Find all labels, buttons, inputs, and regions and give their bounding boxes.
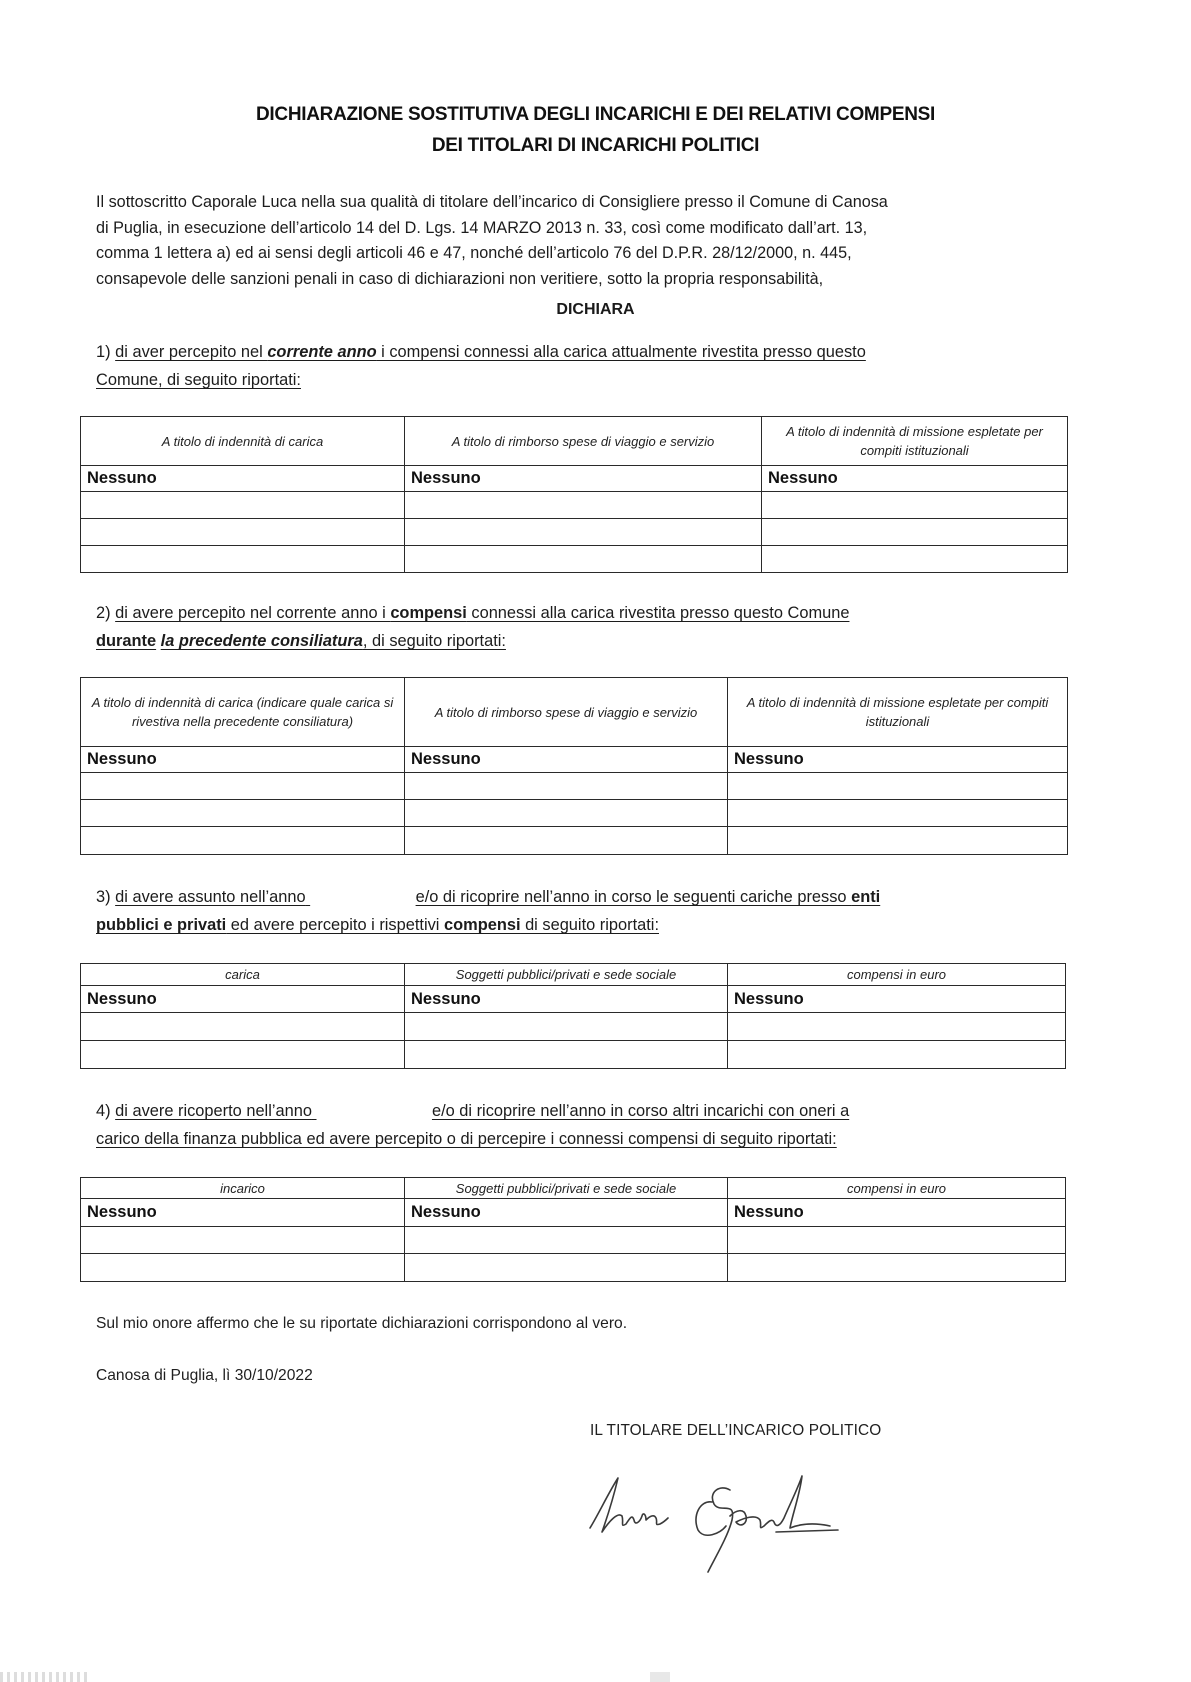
table-cell[interactable]: [81, 519, 405, 546]
section-2-part-f: , di seguito riportati:: [362, 632, 506, 650]
table-cell[interactable]: Nessuno: [81, 1199, 405, 1227]
section-1-emphasis: corrente anno: [267, 343, 377, 361]
table-cell[interactable]: Nessuno: [405, 466, 762, 492]
intro-line-2: di Puglia, in esecuzione dell’articolo 14 del D. Lgs. 14 MARZO 2013 n. 33, così come modificato dall’art. 13,: [96, 218, 868, 237]
table-cell[interactable]: [81, 827, 405, 855]
table-cell[interactable]: Nessuno: [728, 747, 1068, 773]
table-header-row: [81, 964, 1066, 986]
header-cell: compensi in euro: [728, 964, 1066, 986]
year-blank-field[interactable]: [306, 883, 416, 911]
table-cell[interactable]: [405, 800, 728, 827]
table-row: [81, 1254, 1066, 1282]
section-1-number: 1): [96, 343, 111, 361]
header-cell: carica: [81, 964, 405, 986]
table-cell[interactable]: [762, 519, 1068, 546]
scan-artifact: [650, 1672, 670, 1682]
header-cell: A titolo di indennità di missione espletate per compiti istituzionali: [728, 678, 1068, 747]
affirmation-text: Sul mio onore affermo che le su riportate dichiarazioni corrispondono al vero.: [96, 1315, 628, 1332]
section-3-number: 3): [96, 888, 111, 906]
signature-image: [580, 1460, 920, 1580]
table-cell[interactable]: [81, 1041, 405, 1069]
section-2-part-a: di avere percepito nel corrente anno i: [115, 604, 391, 622]
header-cell: Soggetti pubblici/privati e sede sociale: [405, 964, 728, 986]
header-cell: incarico: [81, 1178, 405, 1199]
header-cell: A titolo di indennità di carica: [81, 417, 405, 466]
table-row: [81, 747, 1068, 773]
table-cell[interactable]: [405, 1013, 728, 1041]
table-cell[interactable]: Nessuno: [81, 986, 405, 1013]
header-cell: A titolo di rimborso spese di viaggio e servizio: [405, 417, 762, 466]
table-cell[interactable]: Nessuno: [81, 747, 405, 773]
table-cell[interactable]: Nessuno: [81, 466, 405, 492]
section-3-part-a: di avere assunto nell’anno: [115, 888, 306, 906]
section-1-part-c: i compensi connessi alla carica attualmente rivestita presso questo: [376, 343, 866, 361]
section-2-number: 2): [96, 604, 111, 622]
table-cell[interactable]: [762, 492, 1068, 519]
table-cell[interactable]: Nessuno: [762, 466, 1068, 492]
table-cell[interactable]: [405, 1227, 728, 1254]
table-cell[interactable]: Nessuno: [728, 1199, 1066, 1227]
signatory-title: IL TITOLARE DELL’INCARICO POLITICO: [590, 1422, 882, 1439]
table-header-row: [81, 417, 1068, 466]
table-row: [81, 466, 1068, 492]
header-cell: A titolo di rimborso spese di viaggio e servizio: [405, 678, 728, 747]
table-row: [81, 1227, 1066, 1254]
header-cell: Soggetti pubblici/privati e sede sociale: [405, 1178, 728, 1199]
table-section-3: [80, 963, 1066, 1069]
header-cell: A titolo di indennità di missione espletate per compiti istituzionali: [762, 417, 1068, 466]
table-cell[interactable]: [728, 1013, 1066, 1041]
header-cell: compensi in euro: [728, 1178, 1066, 1199]
scan-artifact: [0, 1672, 90, 1682]
section-1-text: [96, 338, 1080, 394]
section-1-part-d: Comune, di seguito riportati:: [96, 371, 301, 389]
section-3-part-c: enti: [851, 888, 881, 906]
table-cell[interactable]: [405, 492, 762, 519]
section-2-emphasis: compensi: [390, 604, 467, 622]
section-3-part-g: di seguito riportati:: [520, 916, 659, 934]
table-cell[interactable]: [81, 773, 405, 800]
table-row: [81, 519, 1068, 546]
intro-line-1: Il sottoscritto Caporale Luca nella sua qualità di titolare dell’incarico di Consigliere presso il Comune di Canosa: [96, 193, 888, 211]
table-header-row: [81, 678, 1068, 747]
document-title-line-1: DICHIARAZIONE SOSTITUTIVA DEGLI INCARICHI E DEI RELATIVI COMPENSI: [256, 104, 935, 125]
table-row: [81, 986, 1066, 1013]
table-header-row: [81, 1178, 1066, 1199]
table-cell[interactable]: Nessuno: [405, 747, 728, 773]
section-4-part-a: di avere ricoperto nell’anno: [115, 1102, 312, 1120]
table-cell[interactable]: Nessuno: [405, 986, 728, 1013]
section-4-part-c: carico della finanza pubblica ed avere percepito o di percepire i connessi compensi di seguito riportati:: [96, 1130, 837, 1148]
section-3-part-f: compensi: [444, 916, 521, 934]
table-cell[interactable]: [728, 1041, 1066, 1069]
table-cell[interactable]: [728, 1227, 1066, 1254]
section-3-text: [96, 883, 1080, 939]
document-title-line-2: DEI TITOLARI DI INCARICHI POLITICI: [431, 135, 760, 156]
intro-line-4: consapevole delle sanzioni penali in caso di dichiarazioni non veritiere, sotto la propria responsabilità,: [96, 269, 824, 288]
table-cell[interactable]: [81, 546, 405, 573]
table-cell[interactable]: [405, 1041, 728, 1069]
table-cell[interactable]: Nessuno: [405, 1199, 728, 1227]
place-and-date: Canosa di Puglia, lì 30/10/2022: [96, 1367, 313, 1384]
table-row: [81, 800, 1068, 827]
section-3-part-e: ed avere percepito i rispettivi: [226, 916, 444, 934]
table-cell[interactable]: [405, 773, 728, 800]
table-cell[interactable]: [81, 1013, 405, 1041]
section-1-part-a: di aver percepito nel: [115, 343, 268, 361]
table-cell[interactable]: [728, 773, 1068, 800]
section-3-part-b: e/o di ricoprire nell’anno in corso le seguenti cariche presso: [415, 888, 852, 906]
table-cell[interactable]: [81, 1254, 405, 1282]
section-2-text: [96, 599, 1080, 655]
section-2-part-e: la precedente consiliatura: [160, 632, 363, 650]
table-cell[interactable]: [405, 827, 728, 855]
table-row: [81, 546, 1068, 573]
table-cell[interactable]: [405, 1254, 728, 1282]
table-cell[interactable]: [728, 800, 1068, 827]
table-section-2: [80, 677, 1068, 855]
table-row: [81, 1199, 1066, 1227]
table-row: [81, 1013, 1066, 1041]
table-cell[interactable]: [405, 519, 762, 546]
table-row: [81, 1041, 1066, 1069]
table-cell[interactable]: [81, 1227, 405, 1254]
section-4-text: [96, 1097, 1080, 1153]
section-2-part-d: durante: [96, 632, 157, 650]
intro-paragraph: [96, 190, 1080, 292]
table-section-1: [80, 416, 1068, 573]
table-cell[interactable]: [81, 800, 405, 827]
section-4-part-b: e/o di ricoprire nell’anno in corso altri incarichi con oneri a: [431, 1102, 850, 1120]
declares-heading: DICHIARA: [556, 301, 635, 318]
header-cell: A titolo di indennità di carica (indicare quale carica si rivestiva nella precedente consiliatura): [81, 678, 405, 747]
table-row: [81, 492, 1068, 519]
table-cell[interactable]: [762, 546, 1068, 573]
table-cell[interactable]: [405, 546, 762, 573]
table-row: [81, 773, 1068, 800]
table-cell[interactable]: [81, 492, 405, 519]
section-4-number: 4): [96, 1102, 111, 1120]
intro-line-3: comma 1 lettera a) ed ai sensi degli articoli 46 e 47, nonché dell’articolo 76 del D.P.R. 28/12/2000, n. 445,: [96, 244, 852, 263]
table-row: [81, 827, 1068, 855]
section-3-part-d: pubblici e privati: [96, 916, 227, 934]
table-cell[interactable]: [728, 1254, 1066, 1282]
year-blank-field[interactable]: [312, 1097, 432, 1125]
table-section-4: [80, 1177, 1066, 1282]
table-cell[interactable]: [728, 827, 1068, 855]
section-2-part-c: connessi alla carica rivestita presso questo Comune: [466, 604, 850, 622]
table-cell[interactable]: Nessuno: [728, 986, 1066, 1013]
